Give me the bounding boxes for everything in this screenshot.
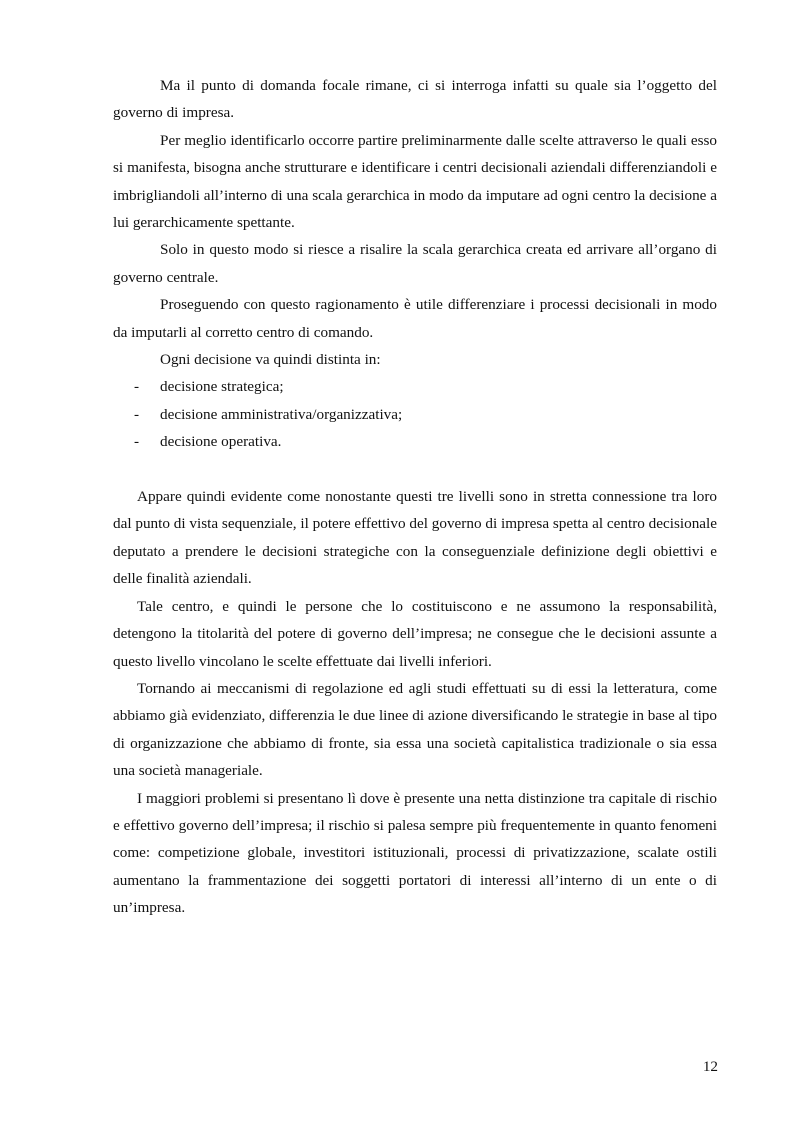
blank-line [113, 456, 717, 483]
paragraph: Solo in questo modo si riesce a risalire la scala gerarchica creata ed arrivare all’organo di governo centrale. [113, 241, 717, 286]
list-item-text: decisione operativa. [160, 433, 282, 451]
paragraph: Appare quindi evidente come nonostante questi tre livelli sono in stretta connessione tra loro dal punto di vista sequenziale, il potere effettivo del governo di impresa spetta al centro decisionale deputato a prendere le decisioni strategiche con la conseguenziale definizione degli obiettivi e delle finalità aziendali. [113, 488, 717, 588]
paragraph: Ma il punto di domanda focale rimane, ci si interroga infatti su quale sia l’oggetto del governo di impresa. [113, 77, 717, 122]
list-bullet: - [134, 378, 140, 396]
list-item [113, 373, 717, 400]
page-body [113, 72, 717, 922]
page-number: 12 [702, 1058, 718, 1075]
paragraph: Tale centro, e quindi le persone che lo costituiscono e ne assumono la responsabilità, detengono la titolarità del potere di governo dell’impresa; ne consegue che le decisioni assunte a questo livello vincolano le scelte effettuate dai livelli inferiori. [113, 597, 717, 670]
paragraph: I maggiori problemi si presentano lì dove è presente una netta distinzione tra capitale di rischio e effettivo governo dell’impresa; il rischio si palesa sempre più frequentemente in quanto fenomeni come: competizione globale, investitori istituzionali, processi di privatizzazione, scalate ostili aumentano la frammentazione dei soggetti portatori di interessi all’interno di un ente o di un’impresa. [113, 789, 717, 917]
list-item-text: decisione amministrativa/organizzativa; [160, 405, 403, 423]
paragraph: Per meglio identificarlo occorre partire preliminarmente dalle scelte attraverso le quali esso si manifesta, bisogna anche strutturare e identificare i centri decisionali aziendali differenziandoli e imbrigliandoli all’interno di una scala gerarchica in modo da imputare ad ogni centro la decisione a lui gerarchicamente spettante. [113, 131, 717, 232]
paragraph: Proseguendo con questo ragionamento è utile differenziare i processi decisionali in modo da imputarli al corretto centro di comando. [113, 296, 717, 341]
decision-list [113, 373, 717, 455]
list-item [113, 401, 717, 428]
paragraph: Ogni decisione va quindi distinta in: [160, 351, 381, 369]
paragraph: Tornando ai meccanismi di regolazione ed agli studi effettuati su di essi la letteratura, come abbiamo già evidenziato, differenzia le due linee di azione diversificando le strategie in base al tipo di organizzazione che abbiamo di fronte, sia essa una società capitalistica tradizionale o sia essa una società manageriale. [113, 679, 717, 780]
list-bullet: - [134, 405, 140, 423]
list-item [113, 428, 717, 455]
list-bullet: - [134, 433, 140, 451]
list-item-text: decisione strategica; [160, 378, 284, 396]
